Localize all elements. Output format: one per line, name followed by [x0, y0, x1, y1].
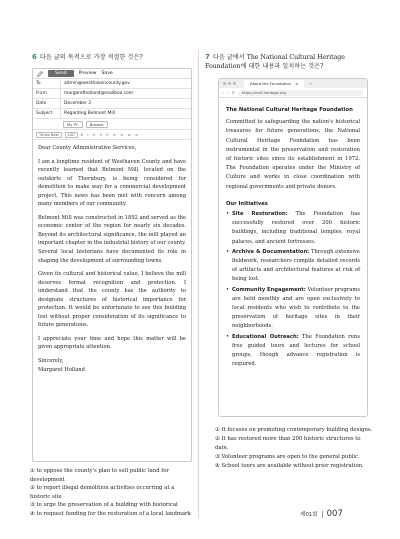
subject-label: Subject	[36, 111, 53, 116]
email-window	[32, 68, 192, 462]
format-toolbar	[33, 130, 191, 140]
initiative-name: Educational Outreach:	[232, 333, 299, 340]
option-text: School tours are available without prior registration.	[221, 463, 364, 469]
initiative-name: Site Restoration:	[232, 211, 288, 218]
initiative-text: The Foundation has successfully restored over 200 historic buildings, including traditional temples, royal palaces, and ancient fortresses.	[232, 211, 360, 245]
browse-button[interactable]: Browse	[86, 121, 108, 128]
option-number: ④	[215, 463, 220, 469]
option-4[interactable]	[215, 462, 375, 471]
preview-button[interactable]: Preview	[78, 71, 97, 76]
send-button[interactable]: Send	[48, 70, 74, 77]
attachment-row	[33, 119, 191, 130]
size-select[interactable]: 100	[65, 132, 78, 138]
email-paragraph: Belmont Mill was constructed in 1892 and served as the economic center of the region for nearly six decades. Beyond its architectural significance, the mill played an important chapter in the industrial history of our county. Several local historians have documented its role in shaping the development of surrounding towns.	[38, 214, 186, 264]
save-button[interactable]: Save	[101, 71, 113, 76]
initiative-item: • Site Restoration: The Foundation has successfully restored over 200 historic buildings, including traditional temples, royal palaces, and ancient fortresses.	[226, 211, 360, 245]
web-content	[219, 98, 367, 369]
option-1[interactable]	[215, 426, 375, 435]
question-number: 6	[32, 53, 37, 61]
to-row	[33, 79, 191, 89]
option-text: Volunteer programs are open to the general public.	[221, 454, 360, 460]
initiative-text: Through extensive fieldwork, researchers compile detailed records of artifacts and architectural features at risk of being lost.	[232, 248, 360, 283]
email-signoff: Sincerely, Margaret Holland	[38, 358, 85, 373]
subject-field[interactable]: Regarding Belmont Mill	[60, 109, 191, 118]
pencil-icon	[37, 71, 43, 77]
subject-row	[33, 109, 191, 119]
option-text: to request funding for the restoration of a local landmark	[36, 510, 191, 517]
initiative-name: Community Engagement:	[232, 286, 306, 293]
window-control-icon[interactable]	[233, 82, 236, 85]
from-label: From	[36, 91, 47, 96]
email-toolbar	[33, 69, 191, 79]
initiative-name: Archive & Documentation:	[232, 248, 310, 255]
option-number: ③	[30, 502, 35, 509]
url-field[interactable]: https://nchf-heritage.org	[238, 90, 363, 96]
email-paragraph: I am a longtime resident of Westhaven County and have recently learned that Belmont Mill, located on the outskirts of Thornbury, is being considered for demolition to make way for a commercial development project. This news has been met with concern among many members of our community.	[38, 158, 186, 208]
option-text: to urge the preservation of a building with historical	[36, 502, 178, 509]
browser-tab-bar	[219, 79, 367, 88]
email-paragraph: I appreciate your time and hope this matter will be given appropriate attention.	[38, 335, 186, 351]
option-3[interactable]	[30, 501, 195, 510]
question-7-header	[205, 53, 375, 71]
email-body[interactable]	[33, 140, 191, 374]
from-field[interactable]: margaretholland@mailbox.com	[60, 89, 191, 98]
initiative-item: • Educational Outreach: The Foundation runs free guided tours and lectures for school groups, though advance registration is required.	[226, 333, 360, 368]
column-divider	[198, 50, 199, 518]
question-6-header	[32, 53, 192, 63]
question-prompt: 다음 글의 목적으로 가장 적절한 것은?	[39, 54, 143, 61]
forward-icon[interactable]: ›	[227, 90, 229, 95]
reload-icon[interactable]: ↻	[231, 90, 235, 95]
initiatives-heading: Our Initiatives	[226, 200, 268, 207]
option-number: ①	[30, 468, 35, 474]
initiative-item: • Archive & Documentation: Through extensive fieldwork, researchers compile detailed records of artifacts and architectural features at risk of being lost.	[226, 248, 360, 283]
address-bar-row	[219, 88, 367, 98]
font-select[interactable]: Times New	[36, 132, 62, 138]
option-2[interactable]	[30, 484, 195, 501]
option-text: to report illegal demolition activities occurring at a historic site	[30, 485, 175, 500]
browser-tab[interactable]	[244, 80, 304, 88]
option-number: ③	[215, 454, 220, 460]
option-4[interactable]	[30, 510, 195, 519]
option-number: ①	[215, 427, 220, 433]
window-control-icon[interactable]	[223, 82, 226, 85]
question-7-options	[215, 426, 375, 471]
page-number: 007	[326, 509, 343, 519]
email-salutation: Dear County Administrative Services,	[38, 145, 137, 151]
my-pc-button[interactable]: My PC	[63, 121, 83, 128]
option-2[interactable]	[215, 435, 375, 453]
option-number: ②	[215, 436, 220, 442]
initiative-text: Volunteer programs are held monthly and are open exclusively to local residents who wish to contribute to the preservation of heritage sites in their neighborhoods.	[232, 286, 361, 330]
date-row	[33, 99, 191, 109]
new-tab-icon[interactable]: +	[309, 81, 313, 86]
to-field[interactable]: admin@westhavencounty.gov	[60, 79, 191, 88]
page-footer	[300, 509, 343, 519]
question-prompt: 다음 글에서 The National Cultural Heritage Foundation에 대한 내용과 일치하는 것은?	[205, 54, 345, 70]
tab-close-icon[interactable]: ×	[295, 81, 299, 86]
date-field[interactable]: December 3	[60, 99, 191, 108]
initiative-item: • Community Engagement: Volunteer programs are held monthly and are open exclusively to local residents who wish to contribute to the preservation of heritage sites in their neighborhoods.	[226, 286, 361, 330]
back-icon[interactable]: ‹	[223, 90, 225, 95]
tab-title: About the Foundation	[250, 81, 292, 86]
option-text: It has restored more than 200 historic structures to date.	[215, 436, 361, 451]
email-paragraph: Given its cultural and historical value, I believe the mill deserves formal recognition and protection. I understand that the county has the authority to designate structures of historical importance for protection. It would be unfortunate to see this building lost without proper consideration of its significance to future generations.	[38, 271, 186, 329]
intro-paragraph: Committed to safeguarding the nation's historical treasures for future generations, the National Cultural Heritage Foundation has been instrumental in the preservation and restoration of historic sites since its establishment in 1972. The Foundation operates under the Ministry of Culture and works in close coordination with regional governments and private donors.	[226, 119, 360, 190]
window-control-icon[interactable]	[228, 82, 231, 85]
section-label: 제01회	[300, 512, 318, 518]
option-1[interactable]	[30, 467, 195, 484]
footer-divider	[322, 511, 323, 518]
initiative-text: The Foundation runs free guided tours and lectures for school groups, though advance registration is required.	[232, 333, 360, 368]
page-heading: The National Cultural Heritage Foundation	[226, 107, 353, 113]
option-text: It focuses on promoting contemporary building designs.	[221, 427, 373, 433]
from-row	[33, 89, 191, 99]
to-label: To	[36, 81, 41, 86]
browser-window	[218, 78, 368, 417]
option-number: ④	[30, 510, 35, 517]
option-text: to oppose the county's plan to sell public land for development	[30, 468, 169, 483]
option-3[interactable]	[215, 453, 375, 462]
question-number: 7	[205, 53, 210, 61]
date-label: Date	[36, 101, 47, 106]
question-6-options	[30, 467, 195, 519]
option-number: ②	[30, 485, 35, 492]
format-icons[interactable]: B I U S E ≡ ≡ ≡ ≡	[80, 132, 140, 137]
